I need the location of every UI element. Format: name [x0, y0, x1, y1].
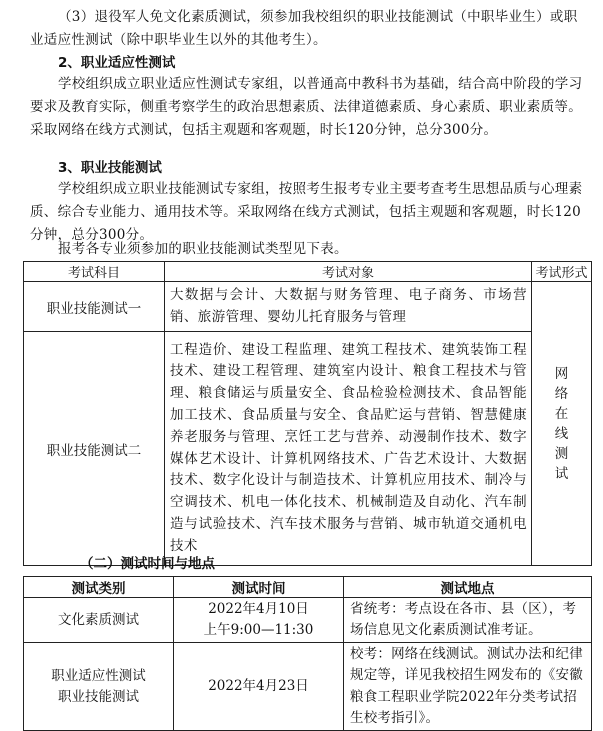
skills-test-table [23, 261, 592, 566]
targets-cell: 大数据与会计、大数据与财务管理、电子商务、市场营销、旅游管理、婴幼儿托育服务与管理 [165, 282, 532, 332]
subject-cell: 职业技能测试二 [24, 332, 165, 566]
header-form: 考试形式 [532, 262, 592, 282]
header-location: 测试地点 [344, 577, 592, 598]
targets-cell: 工程造价、建设工程监理、建筑工程技术、建筑装饰工程技术、建设工程管理、建筑室内设计、粮食工程技术与管理、粮食储运与质量安全、食品检验检测技术、食品智能加工技术、食品质量与安全、食品贮运与营销、智慧健康养老服务与管理、烹饪工艺与营养、动漫制作技术、数字媒体艺术设计、计算机网络技术、广告艺术设计、大数据技术、数字化设计与制造技术、计算机应用技术、制冷与空调技术、机电一体化技术、机械制造及自动化、汽车制造与试验技术、汽车技术服务与营销、城市轨道交通机电技术 [165, 332, 532, 566]
subject-cell: 职业技能测试一 [24, 282, 165, 332]
time-cell [174, 598, 344, 643]
table-header-row [24, 577, 592, 598]
category-cell: 文化素质测试 [24, 598, 174, 643]
table-row [24, 643, 592, 731]
date-text: 2022年4月10日 [208, 601, 309, 617]
heading-skills-test: 3、职业技能测试 [58, 160, 162, 176]
location-cell: 省统考：考点设在各市、县（区），考场信息见文化素质测试准考证。 [344, 598, 592, 643]
schedule-table [23, 576, 592, 731]
table-row [24, 332, 592, 566]
paragraph-aptitude-test: 学校组织成立职业适应性测试专家组，以普通高中教科书为基础，结合高中阶段的学习要求及教育实际，侧重考察学生的政治思想素质、法律道德素质、身心素质、职业素质等。采取网络在线方式测试，包括主观题和客观题，时长120分钟，总分300分。 [30, 76, 583, 138]
header-targets: 考试对象 [165, 262, 532, 282]
header-time: 测试时间 [174, 577, 344, 598]
category-text: 职业适应性测试 [51, 667, 146, 684]
section-heading-time-place: （二）测试时间与地点 [80, 556, 215, 572]
header-category: 测试类别 [24, 577, 174, 598]
heading-aptitude-test: 2、职业适应性测试 [58, 55, 176, 71]
category-cell [24, 643, 174, 731]
paragraph-veterans: （3）退役军人免文化素质测试，须参加我校组织的职业技能测试（中职毕业生）或职业适应性测试（除中职毕业生以外的其他考生）。 [30, 9, 578, 48]
header-subject: 考试科目 [24, 262, 165, 282]
table-header-row [24, 262, 592, 282]
table-row [24, 598, 592, 643]
category-text: 职业技能测试 [58, 688, 139, 705]
paragraph-table-intro: 报考各专业须参加的职业技能测试类型见下表。 [58, 241, 348, 257]
form-cell [532, 282, 592, 566]
form-text: 网络在线测试 [554, 365, 569, 482]
time-cell: 2022年4月23日 [174, 643, 344, 731]
time-text: 上午9:00—11:30 [203, 622, 314, 638]
location-cell: 校考：网络在线测试。测试办法和纪律规定等，详见我校招生网发布的《安徽粮食工程职业学院2022年分类考试招生校考指引》。 [344, 643, 592, 731]
paragraph-skills-test: 学校组织成立职业技能测试专家组，按照考生报考专业主要考查考生思想品质与心理素质、综合专业能力、通用技术等。采取网络在线方式测试，包括主观题和客观题，时长120分钟，总分300分。 [30, 181, 583, 243]
table-row [24, 282, 592, 332]
